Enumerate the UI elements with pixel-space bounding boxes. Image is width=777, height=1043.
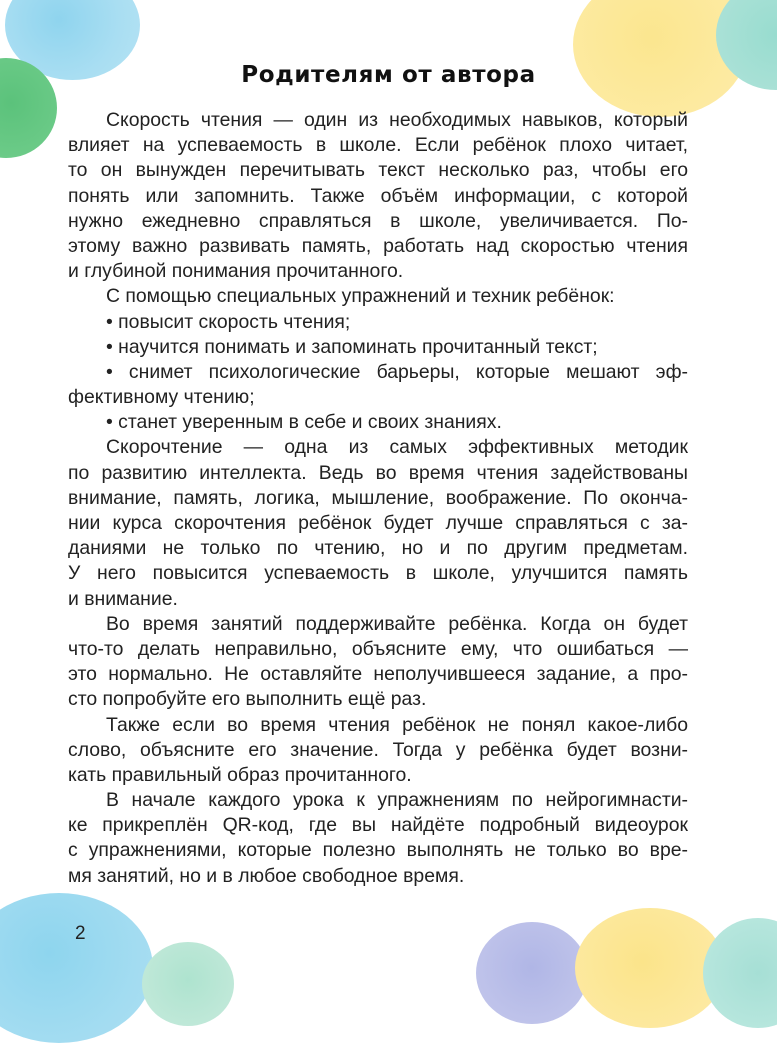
page-title: Родителям от автора: [241, 62, 536, 88]
text-line: нужно ежедневно справляться в школе, увеличивается. По-: [68, 209, 688, 232]
text-line: это нормально. Не оставляйте неполучившееся задание, а про-: [68, 663, 688, 686]
text-line: по развитию интеллекта. Ведь во время чтения задействованы: [68, 461, 688, 484]
decorative-blob-blue-bottom-left: [0, 893, 153, 1043]
text-line: Скорочтение — одна из самых эффективных методик: [106, 436, 688, 459]
text-line: то он вынужден перечитывать текст несколько раз, чтобы его: [68, 159, 688, 182]
text-line: Во время занятий поддерживайте ребёнка. Когда он будет: [106, 612, 688, 635]
bullet-item: • научится понимать и запоминать прочитанный текст;: [106, 335, 598, 358]
text-line: Также если во время чтения ребёнок не понял какое-либо: [106, 713, 688, 736]
text-line: У него повысится успеваемость в школе, улучшится память: [68, 562, 688, 585]
text-line: слово, объясните его значение. Тогда у ребёнка будет возни-: [68, 738, 688, 761]
bullet-item: • повысит скорость чтения;: [106, 310, 351, 333]
text-line: кать правильный образ прочитанного.: [68, 763, 412, 786]
decorative-blob-lavender-bottom: [476, 922, 588, 1024]
text-line: сто попробуйте его выполнить ещё раз.: [68, 688, 427, 711]
text-line: и внимание.: [68, 587, 178, 610]
text-line: ке прикреплён QR-код, где вы найдёте подробный видеоурок: [68, 814, 688, 837]
bullet-item: • станет уверенным в себе и своих знаниях.: [106, 411, 502, 434]
text-line: В начале каждого урока к упражнениям по нейрогимнасти-: [106, 789, 688, 812]
page-number: 2: [75, 923, 86, 944]
text-line: Скорость чтения — один из необходимых навыков, который: [106, 109, 688, 131]
text-line: влияет на успеваемость в школе. Если ребёнок плохо читает,: [68, 134, 688, 157]
text-line: даниями не только по чтению, но и по другим предметам.: [68, 537, 688, 560]
text-line: и глубиной понимания прочитанного.: [68, 260, 404, 283]
text-line: внимание, память, логика, мышление, воображение. По оконча-: [68, 486, 688, 509]
body-text: [68, 108, 688, 889]
bullet-item: • снимет психологические барьеры, которые мешают эф-: [106, 360, 688, 383]
text-line: с упражнениями, которые полезно выполнять не только во вре-: [68, 839, 688, 862]
decorative-blob-mint-bottom: [142, 942, 234, 1026]
bullet-item-continuation: фективному чтению;: [68, 386, 255, 409]
text-line: понять или запомнить. Также объём информации, с которой: [68, 184, 688, 207]
text-line: С помощью специальных упражнений и техник ребёнок:: [106, 285, 615, 308]
text-line: этому важно развивать память, работать над скоростью чтения: [68, 234, 688, 257]
text-line: мя занятий, но и в любое свободное время.: [68, 864, 465, 887]
text-line: что-то делать неправильно, объясните ему, что ошибаться —: [68, 637, 688, 660]
decorative-blob-teal-bottom-right: [703, 918, 777, 1028]
text-line: нии курса скорочтения ребёнок будет лучше справляться с за-: [68, 512, 688, 534]
